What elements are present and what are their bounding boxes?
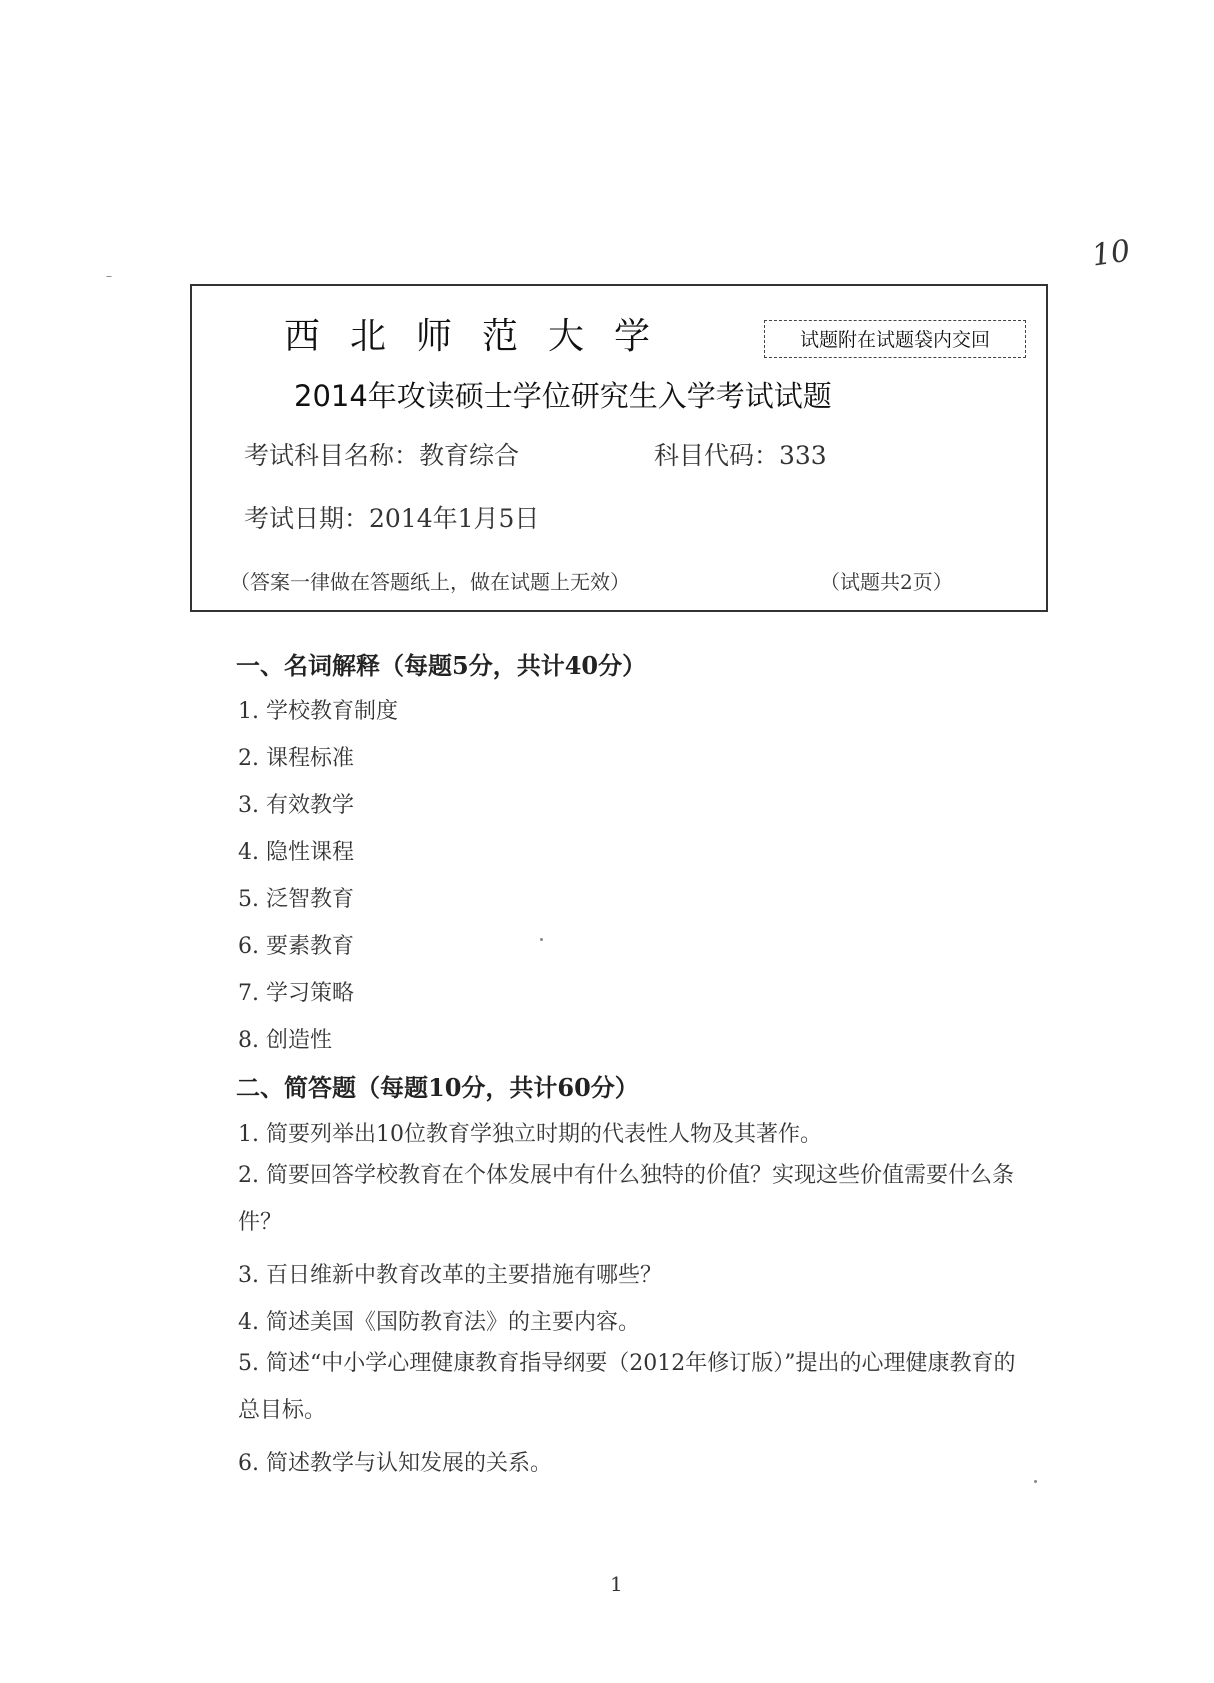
term-item: 3. 有效教学 — [238, 793, 354, 818]
scan-speck — [106, 276, 112, 277]
question-item: 6. 简述教学与认知发展的关系。 — [238, 1451, 552, 1476]
term-item: 5. 泛智教育 — [238, 887, 354, 912]
question-item: 1. 简要列举出10位教育学独立时期的代表性人物及其著作。 — [238, 1122, 822, 1147]
university-name: 西北师范大学 — [284, 316, 681, 357]
subject-code: 科目代码：333 — [654, 441, 827, 470]
section-1-heading: 一、名词解释（每题5分，共计40分） — [236, 651, 647, 680]
exam-header-box — [190, 284, 1048, 612]
question-item: 4. 简述美国《国防教育法》的主要内容。 — [238, 1310, 640, 1335]
exam-title: 2014年攻读硕士学位研究生入学考试试题 — [294, 379, 832, 413]
scan-speck — [1034, 1480, 1037, 1483]
page-count: （试题共2页） — [820, 570, 953, 594]
answer-instruction: （答案一律做在答题纸上，做在试题上无效） — [230, 570, 630, 594]
section-2-heading: 二、简答题（每题10分，共计60分） — [236, 1073, 639, 1102]
term-item: 2. 课程标准 — [238, 746, 354, 771]
term-item: 1. 学校教育制度 — [238, 699, 398, 724]
handwritten-page-mark: 10 — [1089, 233, 1133, 274]
term-item: 4. 隐性课程 — [238, 840, 354, 865]
subject-name: 考试科目名称：教育综合 — [244, 441, 520, 470]
exam-date: 考试日期：2014年1月5日 — [244, 504, 540, 533]
page-number: 1 — [610, 1572, 623, 1596]
return-notice-box: 试题附在试题袋内交回 — [764, 320, 1026, 358]
term-item: 6. 要素教育 — [238, 934, 354, 959]
question-item: 2. 简要回答学校教育在个体发展中有什么独特的价值？实现这些价值需要什么条件？ — [238, 1163, 1014, 1235]
term-item: 7. 学习策略 — [238, 981, 354, 1006]
question-item: 3. 百日维新中教育改革的主要措施有哪些？ — [238, 1263, 662, 1288]
scan-speck — [540, 938, 543, 941]
question-item: 5. 简述“中小学心理健康教育指导纲要（2012年修订版）”提出的心理健康教育的总目标。 — [238, 1351, 1016, 1423]
term-item: 8. 创造性 — [238, 1028, 332, 1053]
